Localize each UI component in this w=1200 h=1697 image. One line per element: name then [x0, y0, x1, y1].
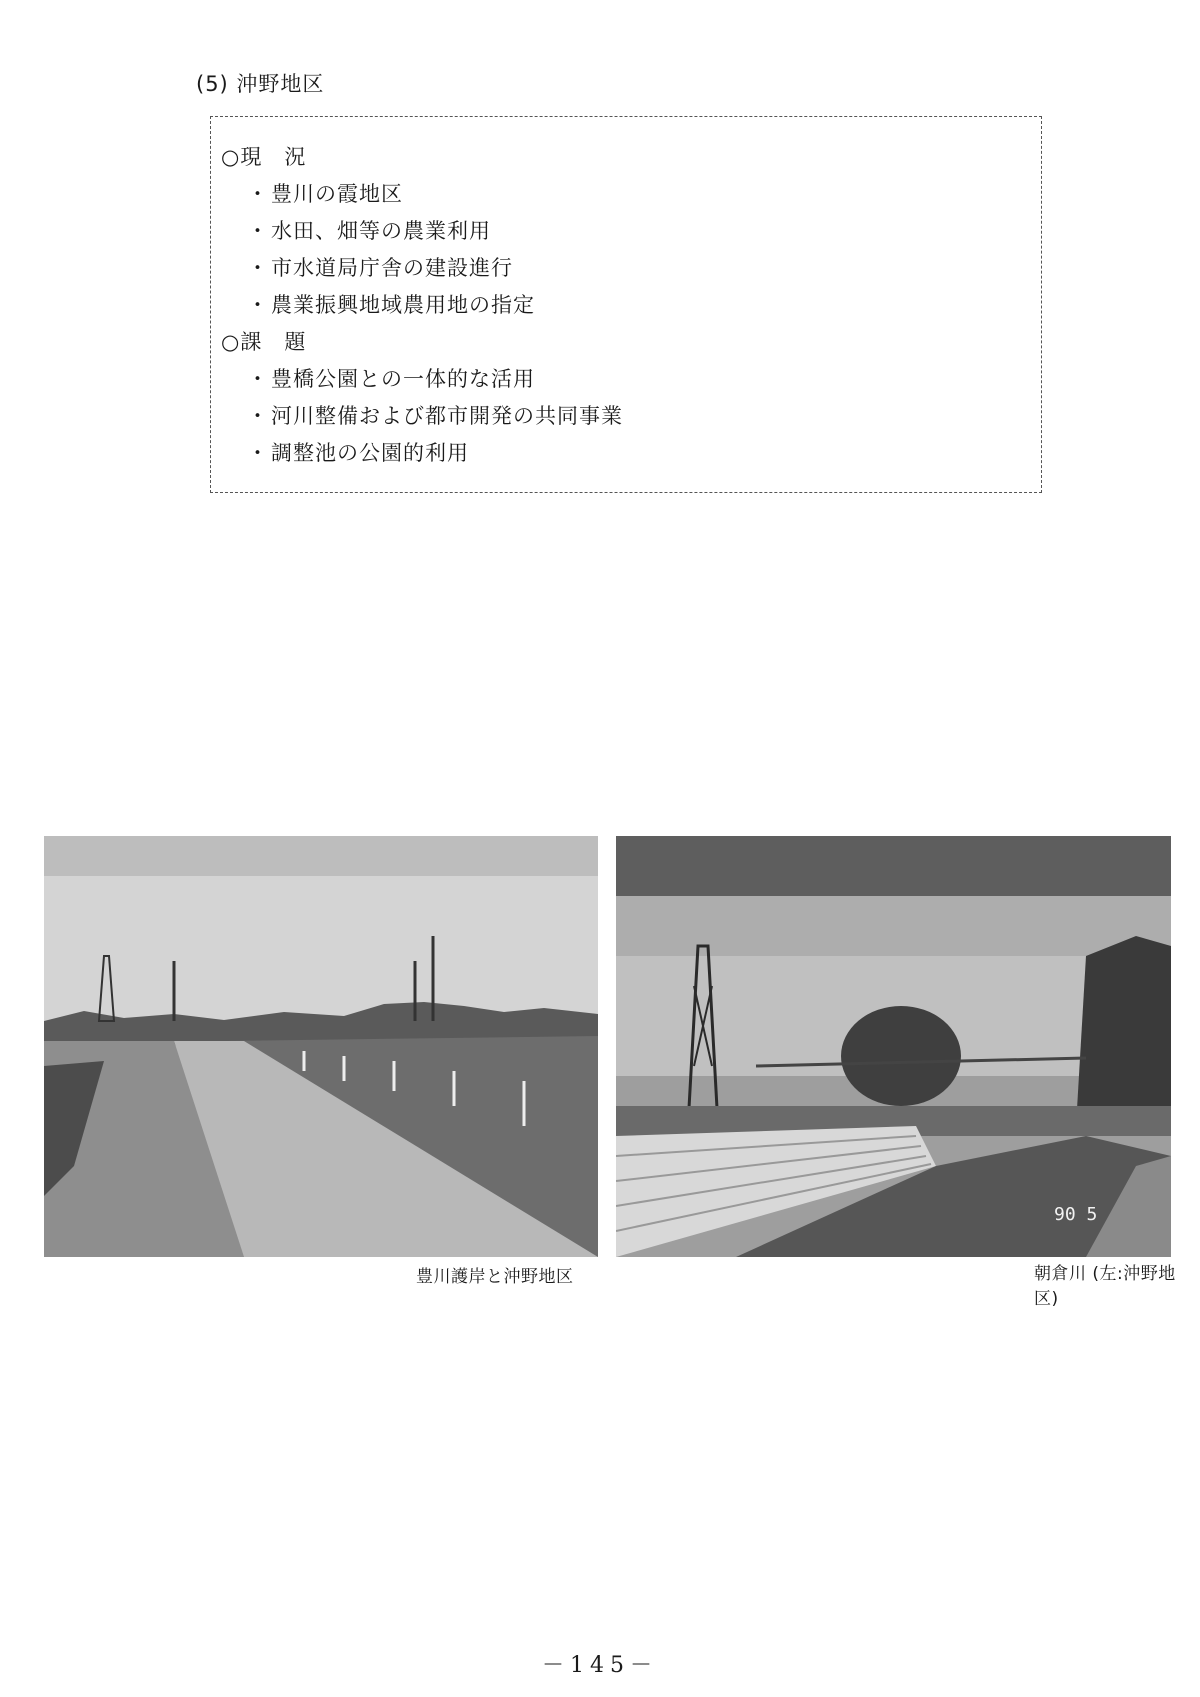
issues-title: ○課 題 [221, 330, 307, 354]
embankment-photo-caption: 豊川護岸と沖野地区 [416, 1267, 574, 1287]
current-status-title: ○現 況 [221, 145, 307, 169]
current-status-item: ・ 水田、畑等の農業利用 [247, 215, 491, 245]
summary-box [210, 116, 1042, 493]
current-status-item: ・ 豊川の霞地区 [247, 178, 403, 208]
current-status-item: ・ 市水道局庁舎の建設進行 [247, 252, 513, 282]
issues-item: ・ 河川整備および都市開発の共同事業 [247, 400, 623, 430]
river-photo-caption: 朝倉川 (左:沖野地区) [1034, 1264, 1176, 1309]
issues-item: ・ 調整池の公園的利用 [247, 437, 469, 467]
issues-item: ・ 豊橋公園との一体的な活用 [247, 363, 535, 393]
date-stamp: 90 5 [1054, 1204, 1098, 1225]
section-heading: (5) 沖野地区 [196, 72, 325, 96]
embankment-photo [44, 836, 598, 1257]
river-photo [616, 836, 1171, 1257]
current-status-item: ・ 農業振興地域農用地の指定 [247, 289, 535, 319]
page-number: －145－ [542, 1653, 658, 1678]
